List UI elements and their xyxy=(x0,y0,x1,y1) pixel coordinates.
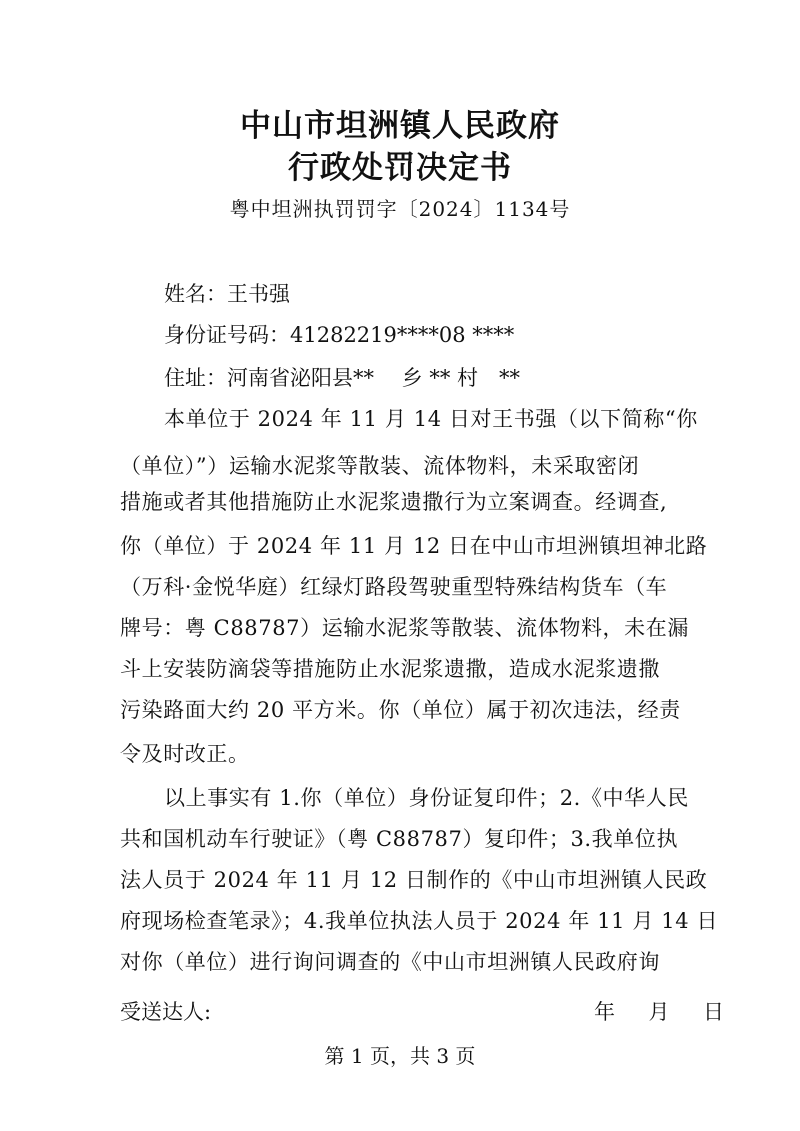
signature-date xyxy=(594,996,724,1026)
document-number: 粤中坦洲执罚罚字〔2024〕1134号 xyxy=(229,197,571,221)
body-line: 法人员于 2024 年 11 月 12 日制作的《中山市坦洲镇人民政 xyxy=(120,868,708,892)
body-line: 府现场检查笔录》；4.我单位执法人员于 2024 年 11 月 14 日 xyxy=(120,909,719,933)
body-line: （万科·金悦华庭）红绿灯路段驾驶重型特殊结构货车（车 xyxy=(120,575,668,599)
body-line: 共和国机动车行驶证》（粤 C88787）复印件；3.我单位执 xyxy=(120,827,679,851)
date-day: 日 xyxy=(703,1000,724,1024)
body-line: 令及时改正。 xyxy=(120,742,250,766)
party-name: 姓名：王书强 xyxy=(164,282,290,306)
body-line: 本单位于 2024 年 11 月 14 日对王书强（以下简称“你 xyxy=(164,407,698,431)
document-title-line1: 中山市坦洲镇人民政府 xyxy=(240,108,560,144)
body-line: （单位）”）运输水泥浆等散装、流体物料，未采取密闭 xyxy=(120,454,640,478)
document-title-line2: 行政处罚决定书 xyxy=(288,150,512,186)
date-year: 年 xyxy=(594,1000,615,1024)
body-line: 斗上安装防滴袋等措施防止水泥浆遗撒，造成水泥浆遗撒 xyxy=(120,657,660,681)
recipient-label: 受送达人: xyxy=(120,1000,212,1024)
party-id-number: 身份证号码：41282219****08 **** xyxy=(164,323,515,347)
page-indicator: 第 1 页，共 3 页 xyxy=(324,1044,476,1068)
body-line: 以上事实有 1.你（单位）身份证复印件；2.《中华人民 xyxy=(164,786,689,810)
date-month: 月 xyxy=(648,1000,670,1024)
body-line: 你（单位）于 2024 年 11 月 12 日在中山市坦洲镇坦神北路 xyxy=(120,534,708,558)
body-line: 牌号：粤 C88787）运输水泥浆等散装、流体物料，未在漏 xyxy=(120,616,689,640)
body-line: 措施或者其他措施防止水泥浆遗撒行为立案调查。经调查, xyxy=(120,490,668,514)
body-line: 污染路面大约 20 平方米。你（单位）属于初次违法，经责 xyxy=(120,698,681,722)
party-address: 住址：河南省泌阳县** 乡 ** 村 ** xyxy=(164,366,521,390)
body-line: 对你（单位）进行询问调查的《中山市坦洲镇人民政府询 xyxy=(120,950,660,974)
